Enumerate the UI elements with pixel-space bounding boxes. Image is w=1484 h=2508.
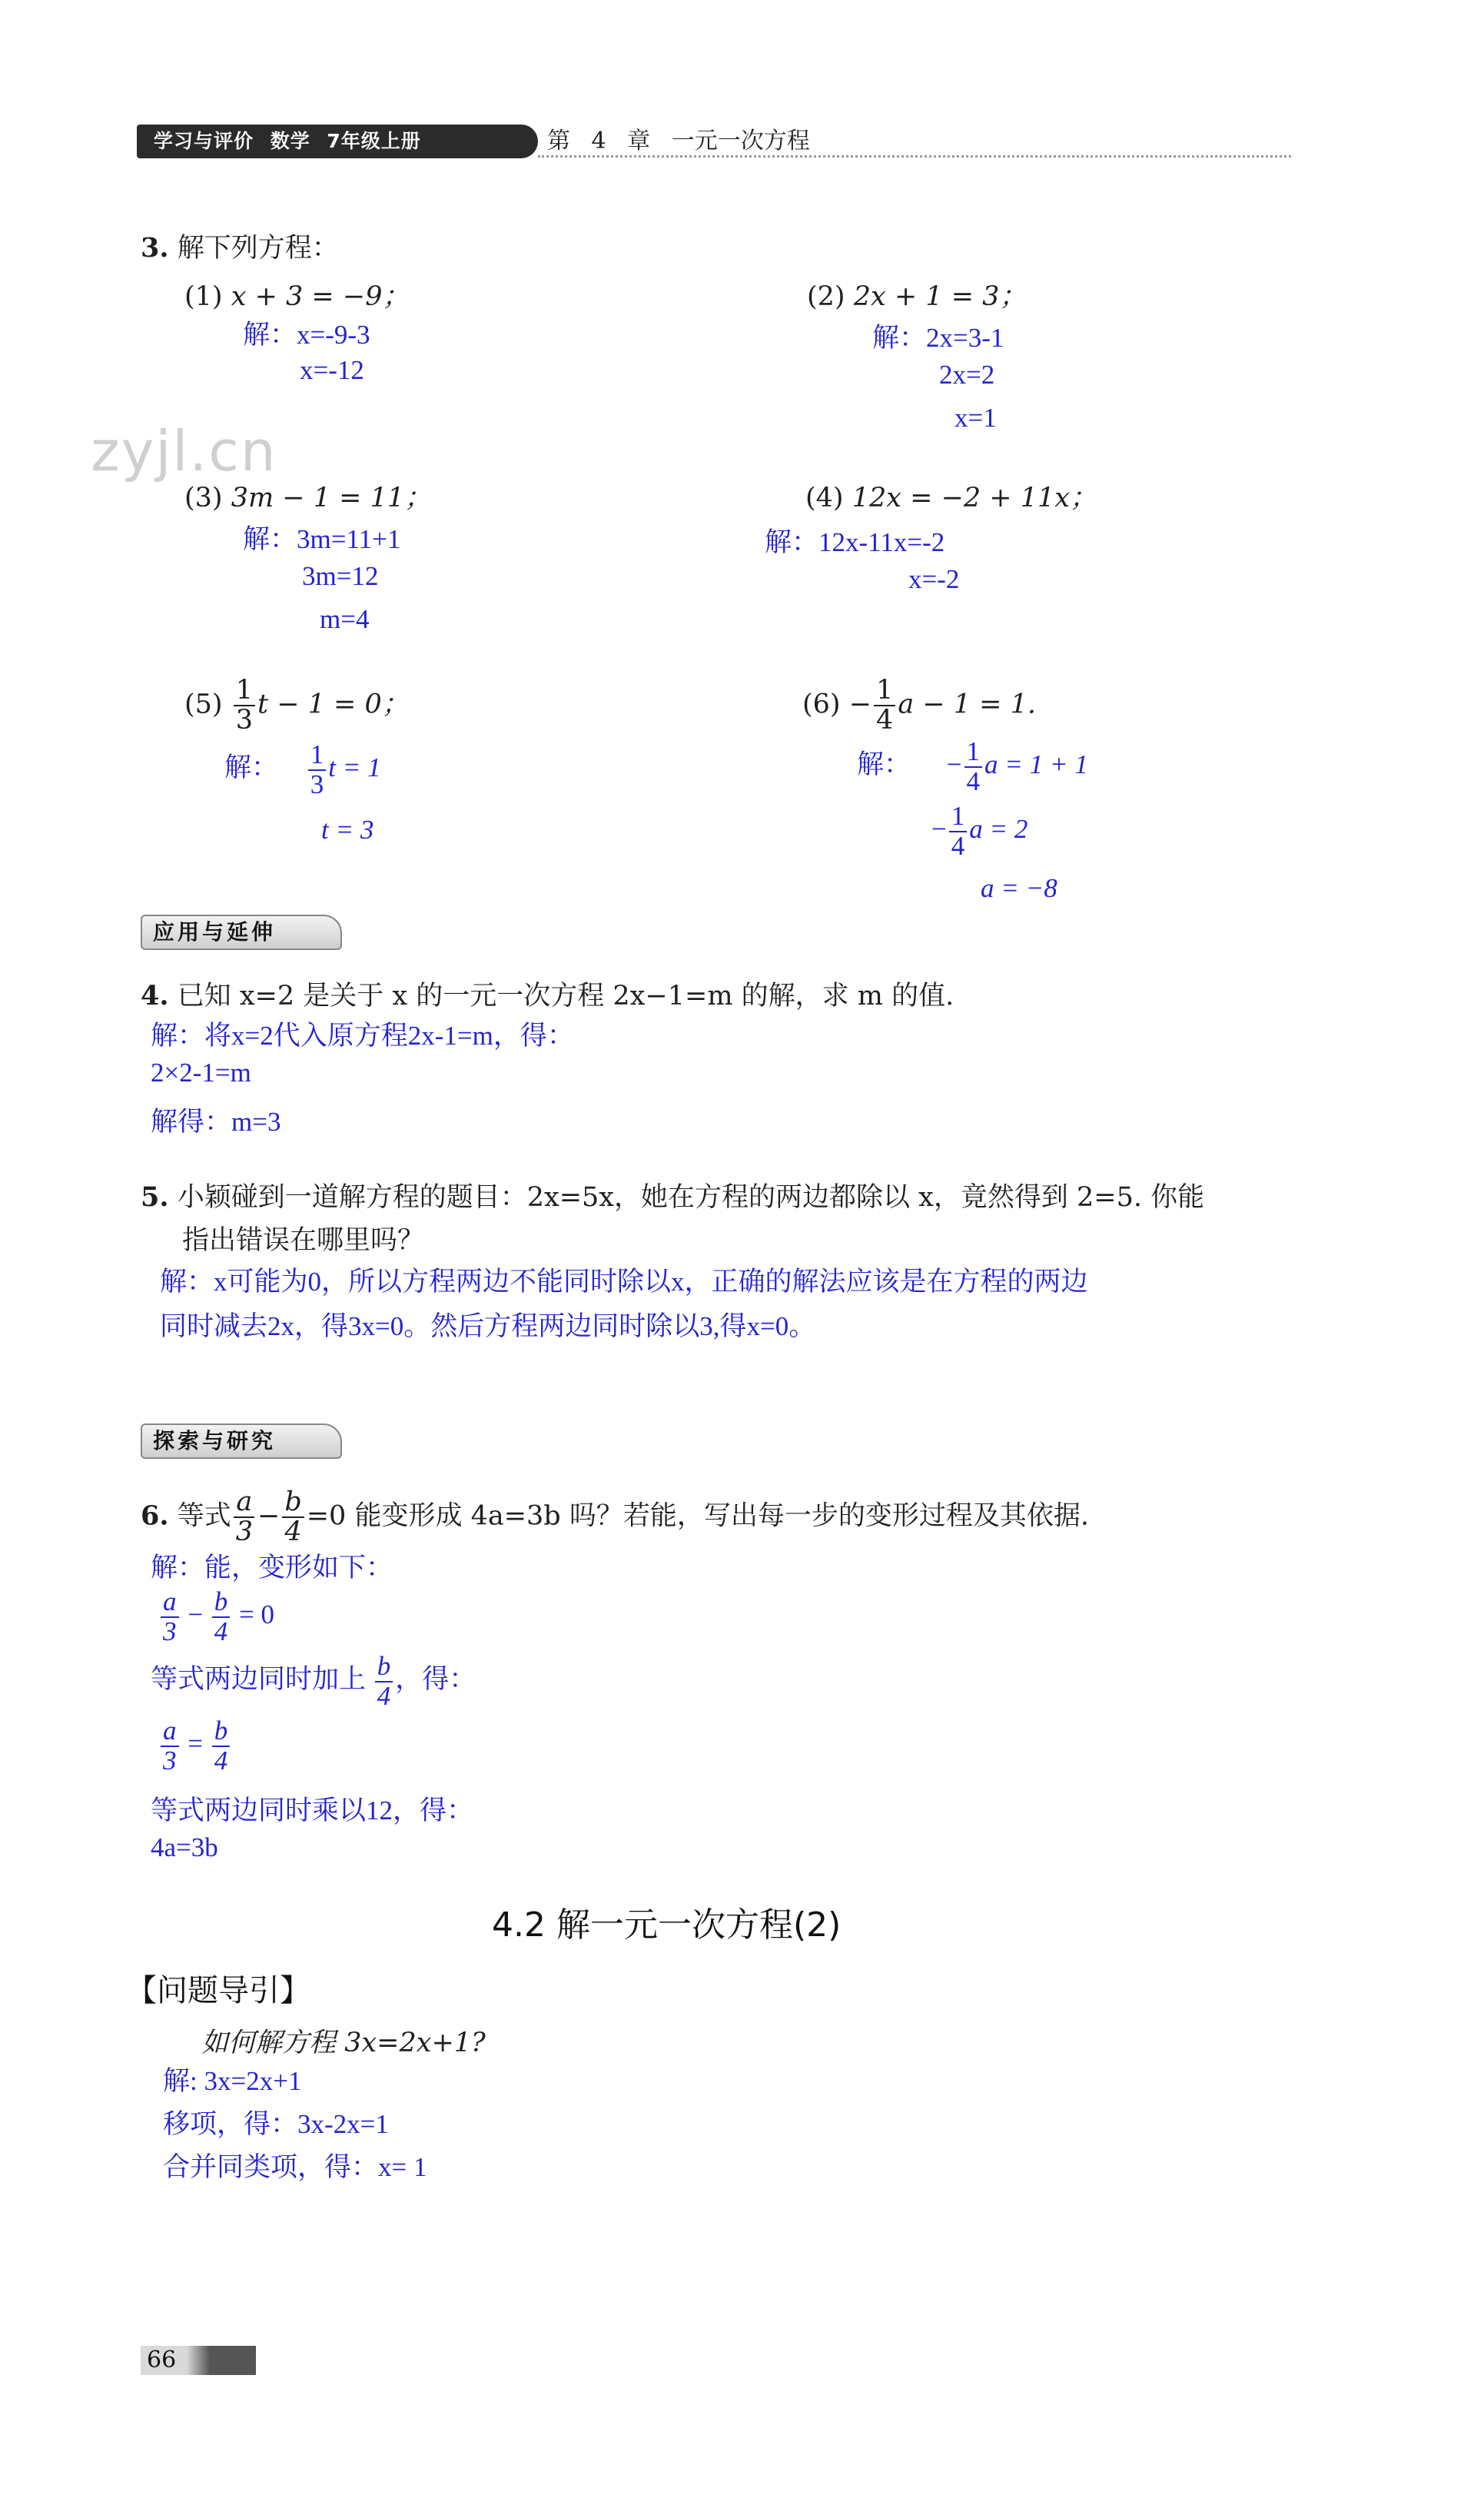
q6-ans-4: 4 xyxy=(214,1616,228,1646)
q6-text-rest: =0 能变形成 4a=3b 吗？若能，写出每一步的变形过程及其依据. xyxy=(306,1500,1089,1532)
q3-p6-jie: 解： xyxy=(857,749,911,779)
q6-answer-line6: 4a=3b xyxy=(151,1832,218,1862)
q3-p4-equation: 12x = −2 + 11x； xyxy=(852,483,1097,513)
section-banner-apply: 应用与延伸 xyxy=(141,915,342,950)
q6-ans-eq-b: b xyxy=(212,1717,231,1747)
q4-answer-line3: 解得：m=3 xyxy=(151,1107,281,1137)
q6-frac-b: b xyxy=(282,1488,304,1518)
q3-p6-problem xyxy=(802,676,1036,735)
header-divider xyxy=(538,155,1291,158)
q3-p2-step3: x=1 xyxy=(954,403,997,433)
q5-number: 5. xyxy=(141,1181,169,1213)
q3-number: 3. xyxy=(141,232,169,264)
q3-p2-label: (2) xyxy=(807,281,845,312)
q3-p5-fraction xyxy=(234,676,255,735)
q3-p4-step2: x=-2 xyxy=(908,564,960,594)
q4-number: 4. xyxy=(141,980,169,1012)
q3-p5-num: 1 xyxy=(234,676,255,706)
q6-question xyxy=(141,1488,1089,1546)
q4-answer-line2: 2×2-1=m xyxy=(151,1058,251,1088)
q5-answer-line2: 同时减去2x，得3x=0。然后方程两边同时除以3,得x=0。 xyxy=(160,1311,816,1341)
q6-ans-add-post: ，得： xyxy=(395,1663,476,1694)
q3-p5-jie: 解： xyxy=(224,752,279,782)
section-title: 4.2 解一元一次方程(2) xyxy=(492,1905,842,1945)
q3-p5-rest: t − 1 = 0； xyxy=(257,689,409,720)
q3-p5-label: (5) xyxy=(184,689,223,720)
q3-p6-step2-minus: − xyxy=(931,813,947,844)
q3-p6-step1-rest: a = 1 + 1 xyxy=(984,749,1088,779)
q3-p6-label: (6) xyxy=(802,689,841,720)
q3-p6-step2 xyxy=(931,802,1028,861)
q3-p6-step1 xyxy=(857,738,1088,796)
q6-ans-3: 3 xyxy=(163,1616,177,1646)
q3-p6-minus: − xyxy=(848,689,872,720)
q3-p4-step1: 解：12x-11x=-2 xyxy=(765,527,945,557)
q3-p5-step1-fraction xyxy=(308,741,327,799)
q6-frac-4: 4 xyxy=(284,1516,302,1547)
q6-ans-eq-a: a xyxy=(161,1717,179,1747)
q6-answer-line1: 解：能，变形如下： xyxy=(151,1553,393,1583)
q6-answer-line2 xyxy=(158,1588,274,1646)
q6-ans-eq-3: 3 xyxy=(163,1745,177,1776)
q3-p6-step2-num: 1 xyxy=(949,802,968,832)
q4-text: 已知 x=2 是关于 x 的一元一次方程 2x−1=m 的解，求 m 的值. xyxy=(177,981,954,1012)
q4-answer-line1: 解：将x=2代入原方程2x-1=m，得： xyxy=(151,1021,574,1051)
q6-text-pre: 等式 xyxy=(177,1500,231,1532)
q3-p3-equation: 3m − 1 = 11； xyxy=(231,483,432,513)
q3-p6-step1-den: 4 xyxy=(966,766,981,796)
q5-text-line1: 小颖碰到一道解方程的题目：2x=5x，她在方程的两边都除以 x，竟然得到 2=5. 你能 xyxy=(177,1182,1205,1213)
q3-p6-num: 1 xyxy=(874,676,895,706)
q3-p6-step2-den: 4 xyxy=(951,830,965,861)
q5-question-line2: 指出错误在哪里吗？ xyxy=(182,1225,425,1256)
q6-minus: − xyxy=(257,1500,281,1532)
q3-p6-step1-minus: − xyxy=(946,749,962,779)
q6-answer-line5: 等式两边同时乘以12，得： xyxy=(151,1795,474,1825)
q3-p2-step1: 解：2x=3-1 xyxy=(872,323,1004,353)
guide-heading: 【问题导引】 xyxy=(126,1973,310,2008)
q6-ans-eq-frac-a3 xyxy=(161,1717,179,1776)
q6-frac-3: 3 xyxy=(235,1516,253,1547)
q3-p6-rest: a − 1 = 1. xyxy=(898,689,1037,720)
q3-p1-step1: 解：x=-9-3 xyxy=(243,320,370,350)
section-banner-explore: 探索与研究 xyxy=(141,1423,342,1459)
q6-fraction-a3 xyxy=(234,1488,255,1546)
q3-p6-step1-fraction xyxy=(964,738,983,796)
q6-ans-minus: − xyxy=(188,1599,203,1629)
q6-ans-frac-b4 xyxy=(212,1588,231,1646)
q3-p6-fraction xyxy=(874,676,895,735)
q3-heading xyxy=(141,227,339,265)
q3-p2-equation: 2x + 1 = 3； xyxy=(853,281,1027,312)
q5-question-line1 xyxy=(141,1176,1204,1214)
q6-ans-add-frac xyxy=(375,1653,393,1711)
q6-ans-frac-a3 xyxy=(161,1588,179,1646)
q3-p5-step1 xyxy=(224,741,381,799)
book-title-badge: 学习与评价 数学 7年级上册 xyxy=(137,125,538,158)
q6-ans-add-text: 等式两边同时加上 xyxy=(151,1663,367,1694)
q3-p6-step3: a = −8 xyxy=(981,873,1057,903)
q4-question xyxy=(141,975,954,1013)
guide-question: 如何解方程 3x=2x+1? xyxy=(201,2028,486,2058)
q3-p1-label: (1) xyxy=(184,281,223,312)
q3-p2-problem xyxy=(807,275,1026,314)
page-number: 66 xyxy=(141,2346,256,2375)
q3-p1-equation: x + 3 = −9； xyxy=(231,281,410,312)
q3-p6-den: 4 xyxy=(876,704,894,736)
q3-p4-label: (4) xyxy=(805,483,844,513)
q6-ans-eq-frac-b4 xyxy=(212,1717,231,1776)
guide-answer-line1: 解: 3x=2x+1 xyxy=(163,2066,302,2096)
q3-text: 解下列方程： xyxy=(177,233,339,264)
q3-p5-den: 3 xyxy=(235,704,253,736)
guide-answer-line2: 移项，得：3x-2x=1 xyxy=(163,2109,389,2139)
q3-p2-step2: 2x=2 xyxy=(939,360,995,390)
q3-p5-step2: t = 3 xyxy=(321,815,374,845)
q6-answer-line3 xyxy=(151,1653,476,1711)
q3-p3-problem xyxy=(184,477,431,515)
q6-ans-add-b: b xyxy=(375,1653,393,1683)
q3-p6-step2-fraction xyxy=(949,802,968,861)
q3-p3-step2: 3m=12 xyxy=(302,561,379,591)
q3-p5-step1-rest: t = 1 xyxy=(328,752,381,782)
q3-p1-problem xyxy=(184,275,409,314)
q3-p5-step1-den: 3 xyxy=(310,769,324,799)
chapter-title: 第 4 章 一元一次方程 xyxy=(547,128,810,154)
q3-p3-label: (3) xyxy=(184,483,223,513)
q3-p5-step1-num: 1 xyxy=(308,741,327,771)
watermark: zyjl.cn xyxy=(91,419,277,483)
q6-ans-zero: = 0 xyxy=(239,1599,274,1629)
q6-fraction-b4 xyxy=(282,1488,304,1546)
q6-ans-b: b xyxy=(212,1588,231,1618)
q3-p3-step3: m=4 xyxy=(320,604,370,634)
q5-answer-line1: 解：x可能为0，所以方程两边不能同时除以x，正确的解法应该是在方程的两边 xyxy=(160,1267,1088,1297)
q6-answer-line4 xyxy=(158,1717,232,1776)
q3-p5-problem xyxy=(184,676,409,735)
q6-number: 6. xyxy=(141,1500,169,1532)
q3-p6-step1-num: 1 xyxy=(964,738,983,768)
q3-p6-step2-rest: a = 2 xyxy=(969,813,1028,844)
q6-ans-a: a xyxy=(161,1588,179,1618)
q3-p1-step2: x=-12 xyxy=(300,355,364,385)
q6-ans-add-4: 4 xyxy=(377,1680,391,1711)
q6-ans-eq-4: 4 xyxy=(214,1745,228,1776)
guide-answer-line3: 合并同类项，得：x= 1 xyxy=(163,2152,427,2182)
q6-frac-a: a xyxy=(234,1488,254,1518)
q3-p4-problem xyxy=(805,477,1097,515)
q6-ans-eq-sign: = xyxy=(188,1728,203,1759)
q3-p3-step1: 解：3m=11+1 xyxy=(243,524,401,554)
